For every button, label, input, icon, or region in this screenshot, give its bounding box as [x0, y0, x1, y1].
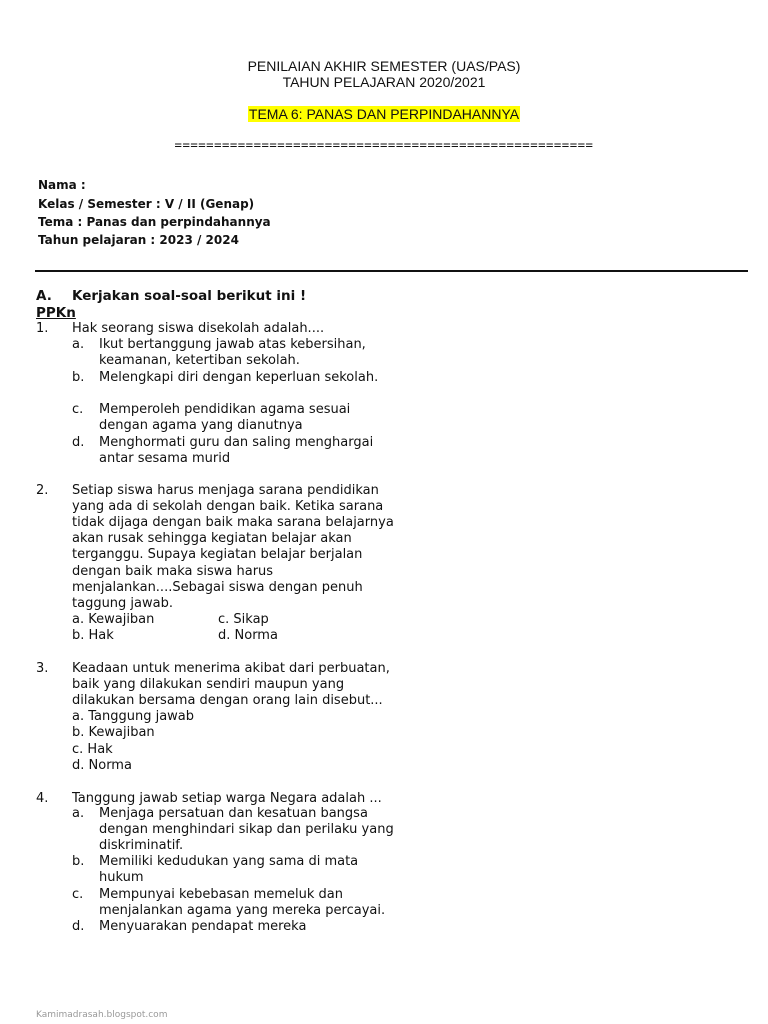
- option-text: menjalankan agama yang mereka percayai.: [99, 903, 386, 918]
- info-nama: Nama :: [38, 178, 86, 192]
- footer-watermark: Kamimadrasah.blogspot.com: [36, 1010, 168, 1020]
- question-text: taggung jawab.: [72, 596, 173, 611]
- question-text: menjalankan....Sebagai siswa dengan penuh: [72, 580, 363, 595]
- option-text: Menyuarakan pendapat mereka: [99, 919, 307, 934]
- question-number: 1.: [36, 321, 49, 336]
- theme-highlight: TEMA 6: PANAS DAN PERPINDAHANNYA: [248, 106, 520, 122]
- option-d: d. Norma: [72, 758, 132, 773]
- subject-heading: PPKn: [36, 305, 76, 321]
- question-text: dilakukan bersama dengan orang lain disebut...: [72, 693, 383, 708]
- option-text: dengan menghindari sikap dan perilaku yang: [99, 822, 394, 837]
- option-b: b. Kewajiban: [72, 725, 155, 740]
- option-d: d. Norma: [218, 628, 278, 643]
- option-label: a.: [72, 806, 85, 821]
- separator-line: =====================================================: [174, 138, 594, 152]
- option-text: Memperoleh pendidikan agama sesuai: [99, 402, 351, 417]
- option-c: c. Sikap: [218, 612, 269, 627]
- question-text: Tanggung jawab setiap warga Negara adalah ...: [72, 791, 382, 806]
- question-text: Setiap siswa harus menjaga sarana pendidikan: [72, 483, 379, 498]
- option-text: dengan agama yang dianutnya: [99, 418, 303, 433]
- info-tahun: Tahun pelajaran : 2023 / 2024: [38, 233, 239, 247]
- option-text: Ikut bertanggung jawab atas kebersihan,: [99, 337, 366, 352]
- info-kelas: Kelas / Semester : V / II (Genap): [38, 197, 255, 211]
- option-text: hukum: [99, 870, 144, 885]
- option-a: a. Tanggung jawab: [72, 709, 195, 724]
- question-text: baik yang dilakukan sendiri maupun yang: [72, 677, 345, 692]
- question-text: tidak dijaga dengan baik maka sarana belajarnya: [72, 515, 394, 530]
- option-text: Mempunyai kebebasan memeluk dan: [99, 887, 343, 902]
- option-text: Melengkapi diri dengan keperluan sekolah.: [99, 370, 379, 385]
- option-c: c. Hak: [72, 742, 113, 757]
- question-text: akan rusak sehingga kegiatan belajar akan: [72, 531, 352, 546]
- question-number: 2.: [36, 483, 49, 498]
- option-text: Menghormati guru dan saling menghargai: [99, 435, 374, 450]
- option-text: antar sesama murid: [99, 451, 231, 466]
- question-text: yang ada di sekolah dengan baik. Ketika sarana: [72, 499, 384, 514]
- option-label: b.: [72, 370, 85, 385]
- section-letter: A.: [36, 288, 52, 304]
- section-title: Kerjakan soal-soal berikut ini !: [72, 288, 307, 304]
- option-text: Memiliki kedudukan yang sama di mata: [99, 854, 359, 869]
- info-tema: Tema : Panas dan perpindahannya: [38, 215, 271, 229]
- option-label: a.: [72, 337, 85, 352]
- question-text: dengan baik maka siswa harus: [72, 564, 274, 579]
- question-number: 4.: [36, 791, 49, 806]
- option-label: d.: [72, 919, 85, 934]
- horizontal-rule: [35, 270, 748, 272]
- theme-heading: [0, 106, 768, 123]
- option-text: Menjaga persatuan dan kesatuan bangsa: [99, 806, 368, 821]
- option-label: c.: [72, 887, 84, 902]
- option-text: diskriminatif.: [99, 838, 184, 853]
- option-label: d.: [72, 435, 85, 450]
- option-text: keamanan, ketertiban sekolah.: [99, 353, 300, 368]
- option-a: a. Kewajiban: [72, 612, 155, 627]
- question-text: terganggu. Supaya kegiatan belajar berjalan: [72, 547, 363, 562]
- option-b: b. Hak: [72, 628, 114, 643]
- question-text: Keadaan untuk menerima akibat dari perbuatan,: [72, 661, 390, 676]
- title-line-2: TAHUN PELAJARAN 2020/2021: [282, 74, 486, 90]
- option-label: c.: [72, 402, 84, 417]
- option-label: b.: [72, 854, 85, 869]
- title-line-1: PENILAIAN AKHIR SEMESTER (UAS/PAS): [247, 58, 521, 74]
- question-text: Hak seorang siswa disekolah adalah....: [72, 321, 325, 336]
- question-number: 3.: [36, 661, 49, 676]
